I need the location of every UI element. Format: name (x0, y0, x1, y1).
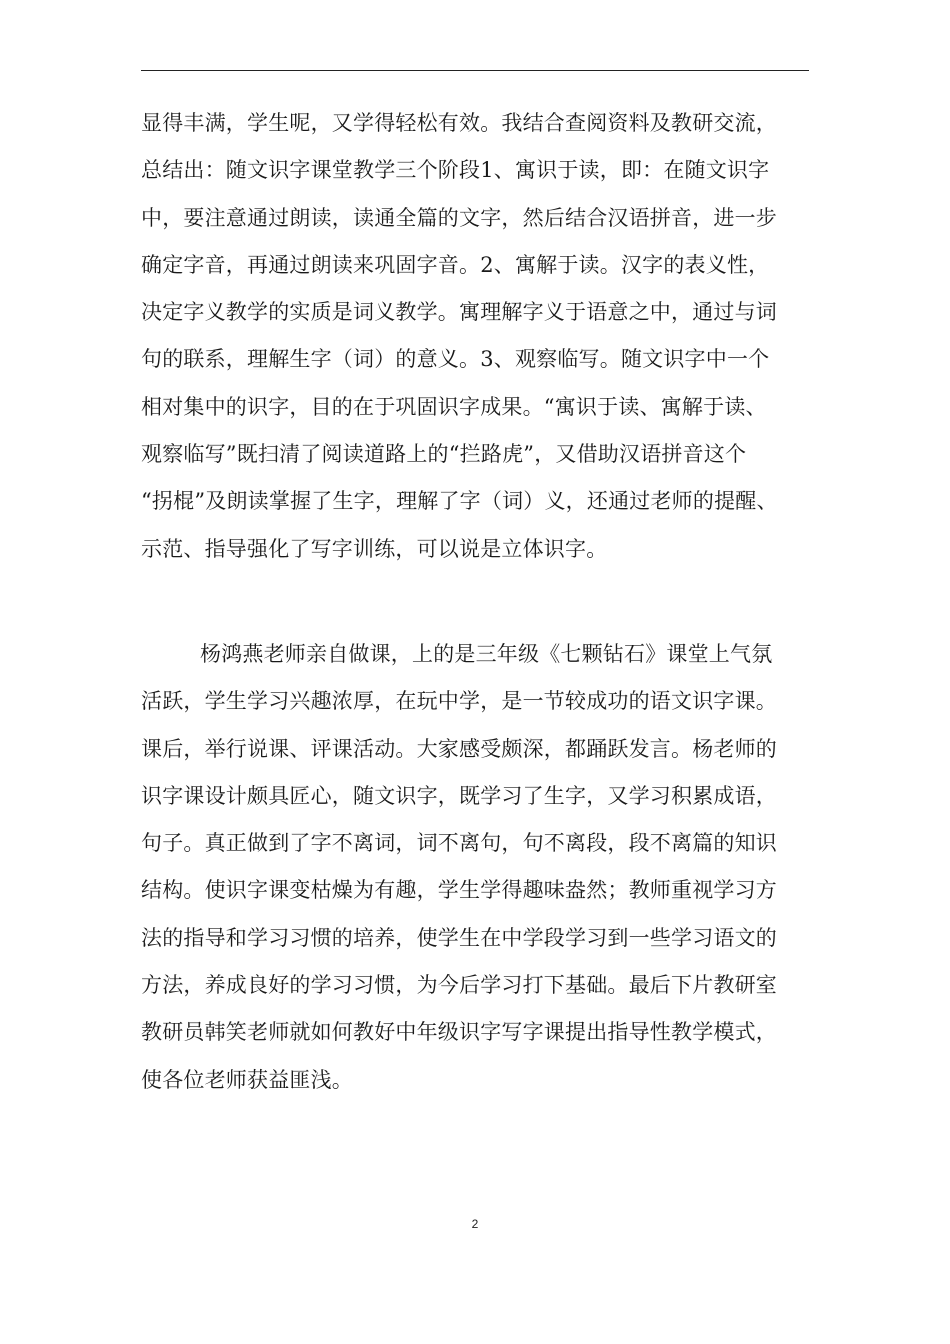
text-line: 杨鸿燕老师亲自做课，上的是三年级《七颗钻石》课堂上气氛 (200, 641, 773, 666)
text-line: 使各位老师获益匪浅。 (141, 1067, 353, 1092)
text-line: 观察临写”既扫清了阅读道路上的“拦路虎”，又借助汉语拼音这个 (141, 442, 747, 467)
text-line: 方法，养成良好的学习习惯，为今后学习打下基础。最后下片教研室 (141, 973, 777, 998)
paragraph-1 (141, 100, 821, 573)
text-line: 法的指导和学习习惯的培养，使学生在中学段学习到一些学习语文的 (141, 925, 777, 950)
text-line: 识字课设计颇具匠心，随文识字，既学习了生字，又学习积累成语， (141, 783, 777, 808)
document-body (141, 100, 821, 1104)
text-line: “拐棍”及朗读掌握了生字，理解了字（词）义，还通过老师的提醒、 (141, 489, 778, 514)
text-line: 决定字义教学的实质是词义教学。寓理解字义于语意之中，通过与词 (141, 300, 777, 325)
text-line: 示范、指导强化了写字训练，可以说是立体识字。 (141, 536, 608, 561)
text-line: 活跃，学生学习兴趣浓厚，在玩中学，是一节较成功的语文识字课。 (141, 689, 777, 714)
text-line: 相对集中的识字，目的在于巩固识字成果。“寓识于读、寓解于读、 (141, 394, 767, 419)
page-number: 2 (471, 1217, 479, 1231)
header-rule (141, 70, 809, 71)
paragraph-2 (141, 631, 821, 1104)
text-line: 句的联系，理解生字（词）的意义。3、观察临写。随文识字中一个 (141, 347, 770, 372)
paragraph-spacer (141, 573, 821, 631)
text-line: 课后，举行说课、评课活动。大家感受颇深，都踊跃发言。杨老师的 (141, 736, 777, 761)
text-line: 总结出：随文识字课堂教学三个阶段1、寓识于读，即：在随文识字 (141, 158, 770, 183)
text-line: 中，要注意通过朗读，读通全篇的文字，然后结合汉语拼音，进一步 (141, 205, 777, 230)
text-line: 句子。真正做到了字不离词，词不离句，句不离段，段不离篇的知识 (141, 831, 777, 856)
text-line: 教研员韩笑老师就如何教好中年级识字写字课提出指导性教学模式， (141, 1020, 777, 1045)
text-line: 结构。使识字课变枯燥为有趣，学生学得趣味盎然；教师重视学习方 (141, 878, 777, 903)
text-line: 显得丰满，学生呢，又学得轻松有效。我结合查阅资料及教研交流， (141, 111, 777, 135)
text-line: 确定字音，再通过朗读来巩固字音。2、寓解于读。汉字的表义性， (141, 252, 770, 277)
